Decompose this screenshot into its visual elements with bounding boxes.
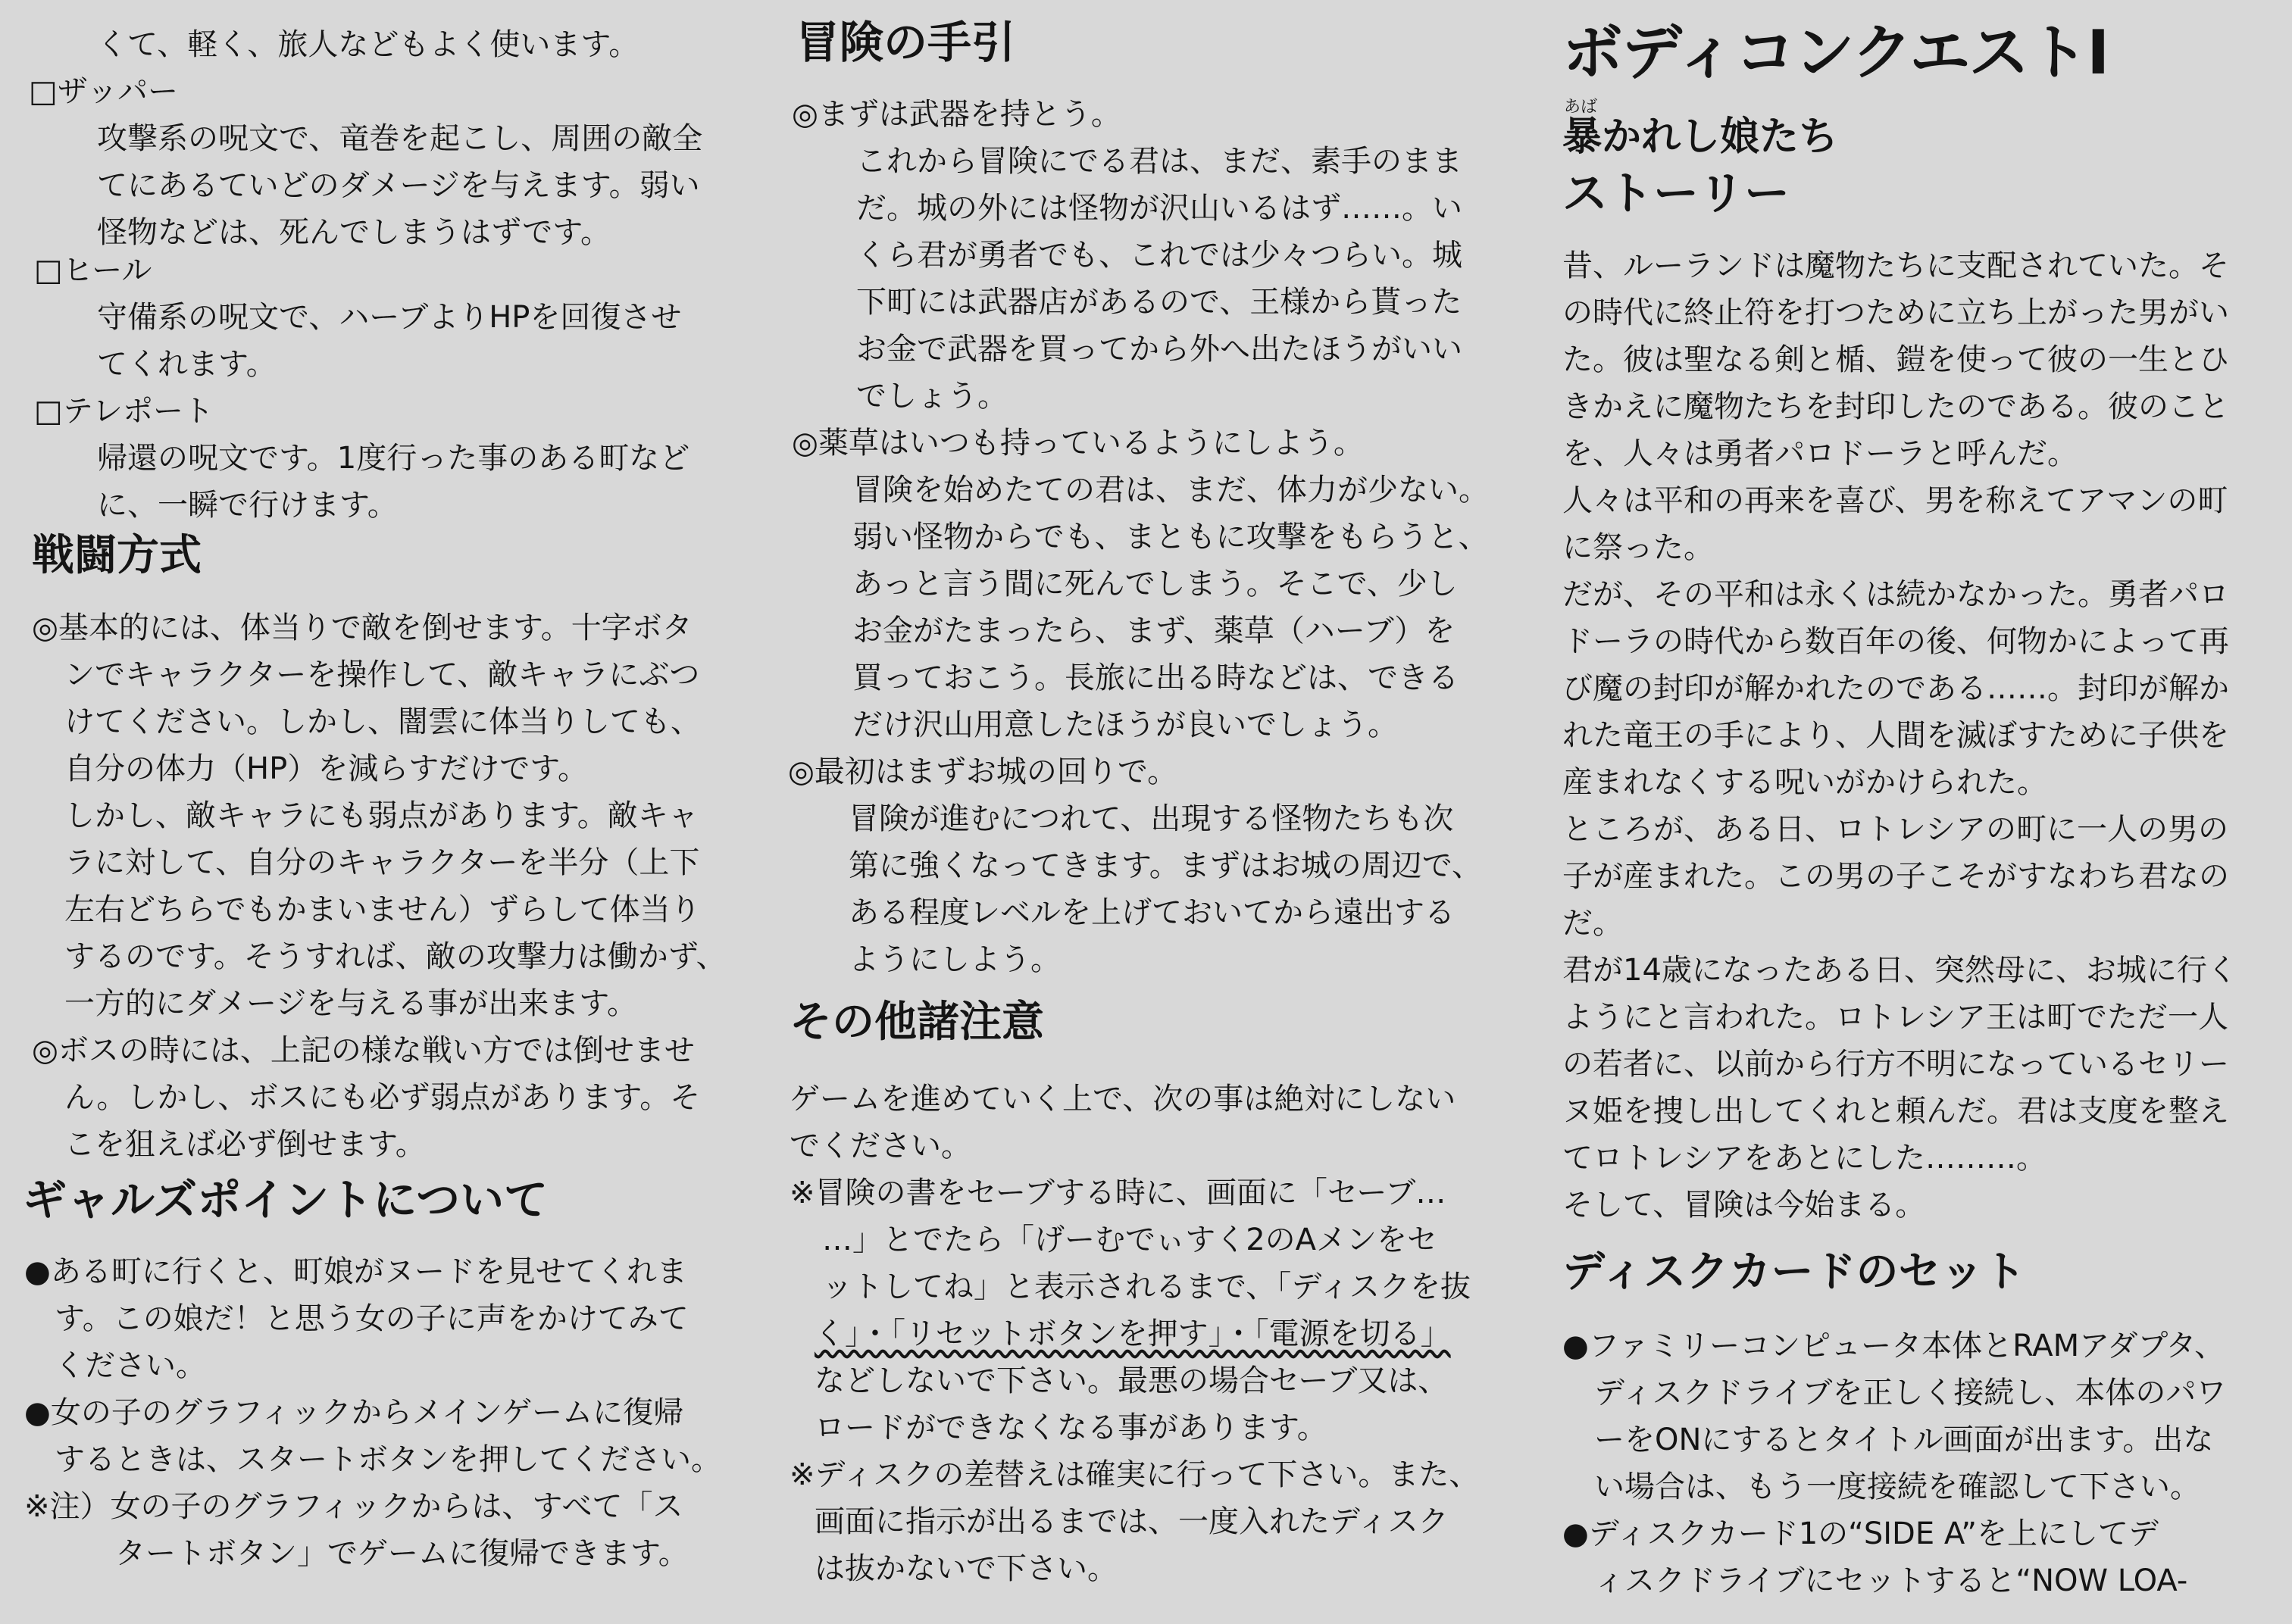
adventure-line-13: 買っておこう。長旅に出る時などは、できる <box>852 661 1459 695</box>
adventure-line-12: お金がたまったら、まず、薬草（ハーブ）を <box>852 614 1456 648</box>
story-line-19: ヌ姫を捜し出してくれと頼んだ。君は支度を整え <box>1562 1094 2229 1129</box>
notes-line-11: は抜かないで下さい。 <box>815 1551 1118 1586</box>
story-line-18: の若者に、以前から行方不明になっているセリー <box>1562 1047 2229 1082</box>
battle-line-4: 自分の体力（HP）を減らすだけです。 <box>64 751 588 786</box>
adventure-line-4: くら君が勇者でも、これでは少々つらい。城 <box>856 238 1462 273</box>
battle-line-1: ◎基本的には、体当りで敵を倒せます。十字ボタ <box>32 611 693 645</box>
notes-line-9: ※ディスクの差替えは確実に行って下さい。また、 <box>790 1457 1480 1492</box>
disk-line-1: ●ファミリーコンピュータ本体とRAMアダプタ、 <box>1562 1329 2225 1363</box>
subtitle: 暴かれし娘たち <box>1562 114 1839 160</box>
gals-line-6: ※注）女の子のグラフィックからは、すべて「ス <box>24 1489 683 1524</box>
battle-line-5: しかし、敵キャラにも弱点があります。敵キャ <box>64 798 699 833</box>
battle-line-10: ◎ボスの時には、上記の様な戦い方では倒せませ <box>32 1033 695 1068</box>
adventure-line-19: ようにしよう。 <box>849 942 1061 977</box>
notes-line-6: く」・「リセットボタンを押す」・「電源を切る」 <box>815 1316 1451 1351</box>
disk-line-4: い場合は、もう一度接続を確認して下さい。 <box>1594 1469 2200 1504</box>
adventure-line-15: ◎最初はまずお城の回りで。 <box>788 754 1178 789</box>
zapper-line-3: 怪物などは、死んでしまうはずです。 <box>97 215 611 250</box>
story-line-9: ドーラの時代から数百年の後、何物かによって再 <box>1562 624 2229 659</box>
gals-line-7: タートボタン」でゲームに復帰できます。 <box>115 1536 689 1571</box>
story-line-2: の時代に終止符を打つために立ち上がった男がい <box>1562 295 2229 330</box>
notes-line-2: でください。 <box>790 1129 971 1163</box>
story-line-10: び魔の封印が解かれたのである……。封印が解か <box>1562 671 2229 706</box>
middle-column <box>773 0 1531 1624</box>
notes-line-3: ※冒険の書をセーブする時に、画面に「セーブ… <box>790 1176 1446 1210</box>
notes-line-4: …」とでたら「げーむでぃすく2のAメンをセ <box>822 1223 1438 1257</box>
story-line-13: ところが、ある日、ロトレシアの町に一人の男の <box>1562 812 2228 847</box>
teleport-line-2: に、一瞬で行けます。 <box>97 488 398 523</box>
teleport-line-1: 帰還の呪文です。1度行った事のある町など <box>97 441 690 476</box>
notes-line-7: などしないで下さい。最悪の場合セーブ又は、 <box>815 1363 1449 1398</box>
adventure-line-11: あっと言う間に死んでしまう。そこで、少し <box>852 567 1458 601</box>
adventure-line-14: だけ沢山用意したほうが良いでしょう。 <box>852 707 1398 742</box>
battle-line-7: 左右どちらでもかまいません）ずらして体当り <box>64 892 701 927</box>
adventure-line-1: ◎まずは武器を持とう。 <box>792 97 1121 132</box>
adventure-line-17: 第に強くなってきます。まずはお城の周辺で、 <box>849 848 1482 883</box>
adventure-heading: 冒険の手引 <box>796 17 1016 68</box>
notes-line-8: ロードができなくなる事があります。 <box>815 1410 1327 1445</box>
gals-line-4: ●女の子のグラフィックからメインゲームに復帰 <box>24 1395 684 1430</box>
story-line-1: 昔、ルーランドは魔物たちに支配されていた。そ <box>1562 248 2229 283</box>
story-line-8: だが、その平和は永くは続かなかった。勇者パロ <box>1562 577 2229 612</box>
heal-title: □ヒール <box>34 253 152 288</box>
battle-line-12: こを狙えば必ず倒せます。 <box>64 1127 426 1162</box>
gals-line-5: するときは、スタートボタンを押してください。 <box>55 1442 721 1477</box>
story-line-3: た。彼は聖なる剣と楯、鎧を使って彼の一生とひ <box>1562 342 2229 377</box>
adventure-line-18: ある程度レベルを上げておいてから遠出する <box>849 895 1455 930</box>
adventure-line-16: 冒険が進むにつれて、出現する怪物たちも次 <box>849 801 1454 836</box>
story-line-16: 君が14歳になったある日、突然母に、お城に行く <box>1562 953 2237 988</box>
disk-line-6: ィスクドライブにセットすると“NOW LOA- <box>1594 1563 2188 1598</box>
story-line-14: 子が産まれた。この男の子こそがすなわち君なの <box>1562 859 2229 894</box>
story-line-17: ようにと言われた。ロトレシア王は町でただ一人 <box>1562 1000 2228 1035</box>
disk-line-2: ディスクドライブを正しく接続し、本体のパワ <box>1594 1376 2227 1410</box>
gals-line-2: す。この娘だ！と思う女の子に声をかけてみて <box>55 1301 689 1336</box>
adventure-line-8: ◎薬草はいつも持っているようにしよう。 <box>792 426 1364 461</box>
notes-line-10: 画面に指示が出るまでは、一度入れたディスク <box>815 1504 1449 1539</box>
zapper-line-2: てにあるていどのダメージを与えます。弱い <box>97 168 700 203</box>
subtitle-ruby: あば <box>1564 98 1598 117</box>
notes-line-5: ットしてね」と表示されるまで、「ディスクを抜 <box>822 1270 1471 1304</box>
adventure-line-10: 弱い怪物からでも、まともに攻撃をもらうと、 <box>852 520 1489 554</box>
adventure-line-2: これから冒険にでる君は、まだ、素手のまま <box>856 144 1462 179</box>
gals-line-3: ください。 <box>55 1348 206 1383</box>
heal-line-2: てくれます。 <box>97 347 277 382</box>
game-title: ボディコンクエストⅠ <box>1562 17 2109 88</box>
story-line-21: そして、冒険は今始まる。 <box>1562 1188 1926 1223</box>
disk-heading: ディスクカードのセット <box>1562 1248 2026 1297</box>
adventure-line-7: でしょう。 <box>856 379 1008 414</box>
story-line-6: 人々は平和の再来を喜び、男を称えてアマンの町 <box>1562 483 2228 518</box>
story-line-15: だ。 <box>1562 906 1623 941</box>
story-heading: ストーリー <box>1562 167 1790 220</box>
battle-line-2: ンでキャラクターを操作して、敵キャラにぶつ <box>64 657 700 692</box>
battle-line-9: 一方的にダメージを与える事が出来ます。 <box>64 986 637 1021</box>
notes-heading: その他諸注意 <box>790 998 1044 1047</box>
spells-tail: くて、軽く、旅人などもよく使います。 <box>97 27 639 62</box>
battle-line-11: ん。しかし、ボスにも必ず弱点があります。そ <box>64 1080 701 1115</box>
right-column <box>1546 0 2292 1624</box>
story-line-7: に祭った。 <box>1562 530 1714 565</box>
story-line-11: れた竜王の手により、人間を滅ぼすために子供を <box>1562 718 2229 753</box>
notes-line-1: ゲームを進めていく上で、次の事は絶対にしない <box>790 1082 1456 1116</box>
teleport-title: □テレポート <box>34 394 214 429</box>
left-column <box>0 0 758 1624</box>
adventure-line-5: 下町には武器店があるので、王様から貰った <box>856 285 1462 320</box>
disk-line-3: ーをONにするとタイトル画面が出ます。出な <box>1594 1423 2214 1457</box>
battle-line-3: けてください。しかし、闇雲に体当りしても、 <box>64 704 701 739</box>
gals-heading: ギャルズポイントについて <box>23 1174 549 1226</box>
battle-line-8: するのです。そうすれば、敵の攻撃力は働かず、 <box>64 939 727 974</box>
battle-heading: 戦闘方式 <box>32 531 202 580</box>
adventure-line-9: 冒険を始めたての君は、まだ、体力が少ない。 <box>852 473 1489 508</box>
zapper-line-1: 攻撃系の呪文で、竜巻を起こし、周囲の敵全 <box>97 121 703 156</box>
heal-line-1: 守備系の呪文で、ハーブよりHPを回復させ <box>97 300 682 335</box>
story-line-20: てロトレシアをあとにした………。 <box>1562 1141 2047 1176</box>
adventure-line-6: お金で武器を買ってから外へ出たほうがいい <box>856 332 1462 367</box>
battle-line-6: ラに対して、自分のキャラクターを半分（上下 <box>64 845 700 880</box>
disk-line-5: ●ディスクカード1の“SIDE A”を上にしてデ <box>1562 1516 2159 1551</box>
story-line-4: きかえに魔物たちを封印したのである。彼のこと <box>1562 389 2229 424</box>
zapper-title: □ザッパー <box>29 74 178 109</box>
story-line-5: を、人々は勇者パロドーラと呼んだ。 <box>1562 436 2078 471</box>
adventure-line-3: だ。城の外には怪物が沢山いるはず……。い <box>856 191 1462 226</box>
story-line-12: 産まれなくする呪いがかけられた。 <box>1562 765 2047 800</box>
gals-line-1: ●ある町に行くと、町娘がヌードを見せてくれま <box>24 1254 687 1289</box>
